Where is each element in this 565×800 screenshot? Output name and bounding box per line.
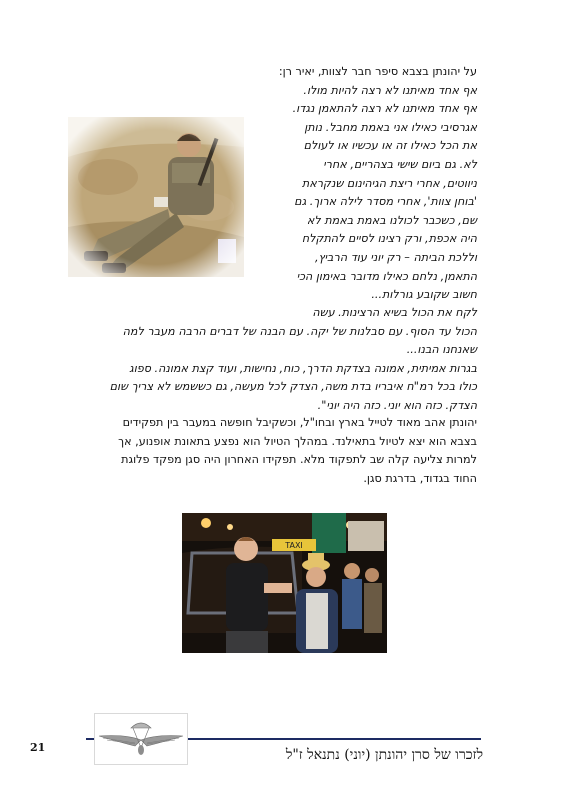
soldier-illustration bbox=[68, 117, 244, 277]
wings-icon bbox=[95, 714, 187, 764]
bio-line: למרות צליעה קלה שב לתפקוד מלא. תפקידו האחרון היה סגן מפקד פלוגת bbox=[121, 453, 477, 467]
quote-line: 'בוחן צוות', אחרי מסדר לילה ארוך. גם bbox=[294, 195, 477, 209]
taxi-sign-text: TAXI bbox=[285, 541, 303, 550]
quote-line: לקח את הכול בשיא הרצינות. עשה bbox=[312, 306, 477, 319]
soldier-quote-block bbox=[217, 63, 477, 305]
quote-line: את הכל כאילו זה או עכשיו או לעולם bbox=[303, 139, 477, 153]
street-illustration bbox=[182, 513, 387, 653]
quote-line: לא. גם ביום שישי בצהריים, אחרי bbox=[323, 157, 477, 171]
page-number: 21 bbox=[30, 741, 46, 754]
quote-line: ניווטים, אחרי ריצת הגיהינום שנקראת bbox=[301, 176, 477, 190]
quote-line: חשוב שקובע גורלות... bbox=[371, 288, 477, 302]
bio-line: החוד בגדוד, בדרגת סגן. bbox=[363, 471, 477, 485]
quote-line: כולו בכל רמ"ח איבריו בדת משה, הצדק לכל מעשה, גם כששמש לא צריך שום bbox=[109, 380, 477, 394]
paratrooper-wings-emblem bbox=[94, 713, 188, 765]
quote-line: וללכת הביתה – רק יוני עוד הרביץ, bbox=[314, 250, 477, 264]
biography-paragraph bbox=[57, 414, 477, 488]
footer-rule bbox=[186, 738, 481, 740]
bio-line: יהונתן אהב מאוד לטייל בארץ ובחו"ל, וכשקיבל חופשה במעבר בין תפקידים bbox=[122, 416, 477, 429]
quote-line: אגרסיבי כאילו אני באמת מחבל. נותן bbox=[304, 120, 477, 134]
footer-rule-left bbox=[86, 738, 94, 740]
quote-line: שאנחנו הבנו... bbox=[406, 343, 477, 357]
soldier-photo bbox=[68, 117, 244, 277]
quote-line: הכול עד הסוף. עם סבלנות של יקה. עם הבנה של דברים הרבה מעבר למה bbox=[122, 324, 477, 338]
quote-line: שם, כשכבר לכולנו באמת באמת לא bbox=[306, 213, 477, 227]
street-photo bbox=[182, 513, 387, 653]
quote-line: התאמן, נלחם כאילו מדובר באימון הכי bbox=[296, 269, 477, 283]
quote-line: היה אכפת, ורק רצינו לסיים להתקלח bbox=[301, 232, 477, 246]
quote-line: אף אחד מאיתנו לא רצה להיות מולו. bbox=[303, 83, 477, 97]
quote-line: אף אחד מאיתנו לא רצה להתאמן נגדו. bbox=[292, 102, 477, 116]
soldier-quote-continued bbox=[57, 304, 477, 416]
footer-title: לזכרו של סרן יהונתן (יוני) נתנאל ז"ל bbox=[285, 747, 483, 763]
quote-line: בגרות אמיתית, אמונה בצדקת הדרך, כוח, נחישות, ועוד קצת אמונה. ספוג bbox=[129, 361, 477, 375]
quote-line: הצדק. כזה הוא יוני. כזה היה יוני". bbox=[317, 398, 477, 412]
bio-line: בצבא הוא יצא לטיול בתאילנד. במהלך הטיול הוא נפצע בתאונת אופנוע, אך bbox=[118, 434, 477, 448]
quote-line: על יהונתן בצבא סיפר חבר לצוות, יאיר רן: bbox=[278, 65, 477, 78]
